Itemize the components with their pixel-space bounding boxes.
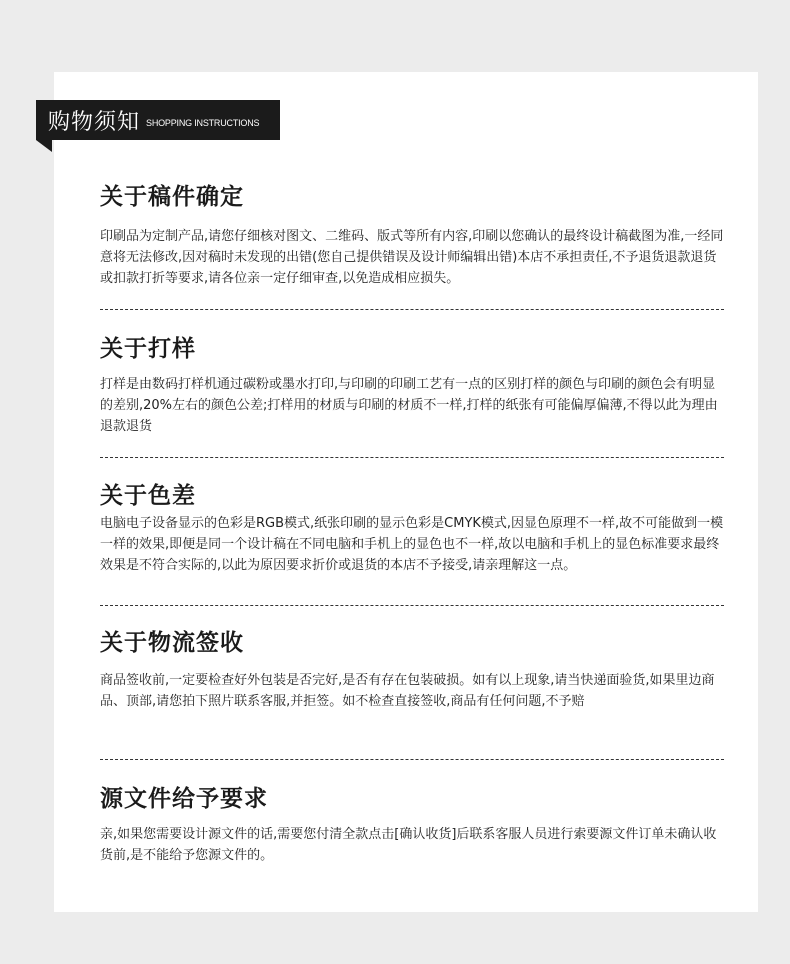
section-heading: 关于打样 bbox=[100, 336, 196, 362]
section-body: 打样是由数码打样机通过碳粉或墨水打印,与印刷的印刷工艺有一点的区别打样的颜色与印刷的颜色会有明显的差别,20%左右的颜色公差;打样用的材质与印刷的材质不一样,打样的纸张有可能偏厚偏薄,不得以此为理由退款退货 bbox=[100, 377, 718, 434]
section-body: 电脑电子设备显示的色彩是RGB模式,纸张印刷的显示色彩是CMYK模式,因显色原理不一样,故不可能做到一模一样的效果,即便是同一个设计稿在不同电脑和手机上的显色也不一样,故以电脑和手机上的显色标准要求最终效果是不符合实际的,以此为原因要求折价或退货的本店不予接受,请亲理解这一点。 bbox=[100, 516, 724, 573]
section-heading: 关于稿件确定 bbox=[100, 184, 244, 210]
section-heading: 关于色差 bbox=[100, 483, 196, 509]
section-body: 亲,如果您需要设计源文件的话,需要您付清全款点击[确认收货]后联系客服人员进行索要源文件订单未确认收货前,是不能给予您源文件的。 bbox=[100, 827, 717, 863]
section-proofing bbox=[100, 334, 730, 437]
section-artwork-confirmation bbox=[100, 182, 730, 289]
section-body: 印刷品为定制产品,请您仔细核对图文、二维码、版式等所有内容,印刷以您确认的最终设计稿截图为准,一经同意将无法修改,因对稿时未发现的出错(您自己提供错误及设计师编辑出错)本店不承担责任,不予退货退款退货或扣款打折等要求,请各位亲一定仔细审查,以免造成相应损失。 bbox=[100, 229, 724, 286]
section-heading: 源文件给予要求 bbox=[100, 786, 268, 812]
section-source-files bbox=[100, 784, 730, 866]
banner-subtitle: SHOPPING INSTRUCTIONS bbox=[146, 118, 260, 128]
shopping-instructions-banner bbox=[36, 100, 280, 140]
banner-title: 购物须知 bbox=[48, 109, 141, 135]
section-divider bbox=[100, 309, 724, 310]
section-delivery-signing bbox=[100, 628, 730, 712]
section-divider bbox=[100, 457, 724, 458]
section-color-difference bbox=[100, 481, 730, 576]
section-heading: 关于物流签收 bbox=[100, 630, 244, 656]
banner-fold-decoration bbox=[36, 140, 52, 152]
section-divider bbox=[100, 605, 724, 606]
section-divider bbox=[100, 759, 724, 760]
section-body: 商品签收前,一定要检查好外包装是否完好,是否有存在包装破损。如有以上现象,请当快递面验货,如果里边商品、顶部,请您拍下照片联系客服,并拒签。如不检查直接签收,商品有任何问题,不予赔 bbox=[100, 673, 715, 709]
